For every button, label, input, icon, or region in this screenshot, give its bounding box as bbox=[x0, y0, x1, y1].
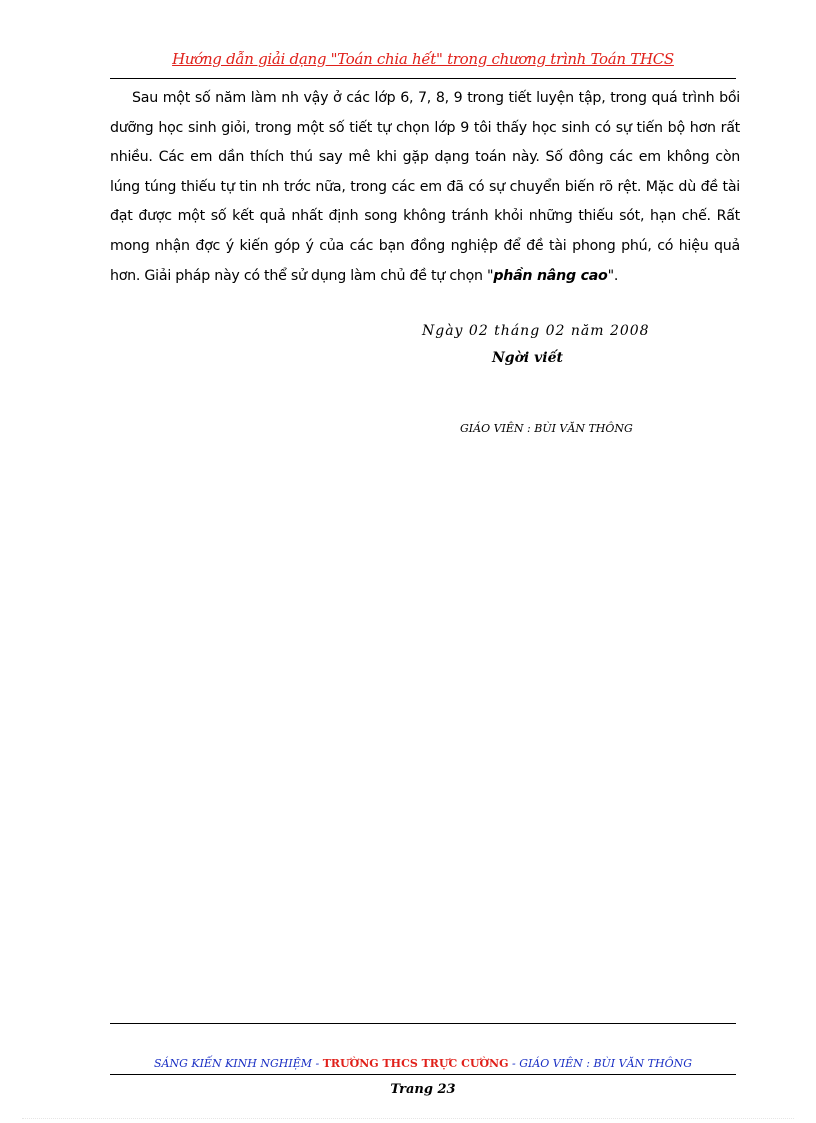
page-edge-dotted-line bbox=[22, 1118, 794, 1119]
writer-label: Ngời viết bbox=[492, 350, 563, 366]
footer-left: SÁNG KIẾN KINH NGHIỆM - bbox=[153, 1057, 323, 1070]
page-header-title: Hướng dẫn giải dạng "Toán chia hết" trong chương trình Toán THCS bbox=[172, 50, 674, 68]
date-line: Ngày 02 tháng 02 năm 2008 bbox=[422, 323, 650, 339]
footer-rule-top bbox=[110, 1023, 736, 1024]
footer-rule-bottom bbox=[110, 1074, 736, 1075]
teacher-name: GIÁO VIÊN : BÙI VĂN THÔNG bbox=[460, 422, 633, 435]
body-emphasis: phần nâng cao bbox=[493, 267, 608, 284]
body-paragraph bbox=[110, 84, 740, 291]
header-rule bbox=[110, 78, 736, 79]
page-number: Trang 23 bbox=[390, 1082, 456, 1097]
body-text-part-1: Sau một số năm làm nh vậy ở các lớp 6, 7, 8, 9 trong tiết luyện tập, trong quá trình bồi dưỡng học sinh giỏi, trong một số tiết tự chọn lớp 9 tôi thấy học sinh có sự tiến bộ hơn rất nhiều. Các em dần thích thú say mê khi gặp dạng toán này. Số đông các em không còn lúng túng thiếu tự tin nh trớc nữa, trong các em đã có sự chuyển biến rõ rệt. Mặc dù đề tài đạt được một số kết quả nhất định song không tránh khỏi những thiếu sót, hạn chế. Rất mong nhận đợc ý kiến góp ý của các bạn đồng nghiệp để đề tài phong phú, có hiệu quả hơn. Giải pháp này có thể sử dụng làm chủ đề tự chọn " bbox=[110, 90, 740, 284]
body-text bbox=[110, 84, 740, 291]
body-text-part-3: ". bbox=[607, 267, 619, 284]
footer-right: - GIÁO VIÊN : BÙI VĂN THÔNG bbox=[508, 1057, 693, 1070]
page-footer bbox=[110, 1057, 736, 1070]
footer-school: TRƯỜNG THCS TRỰC CƯỜNG bbox=[322, 1057, 509, 1070]
